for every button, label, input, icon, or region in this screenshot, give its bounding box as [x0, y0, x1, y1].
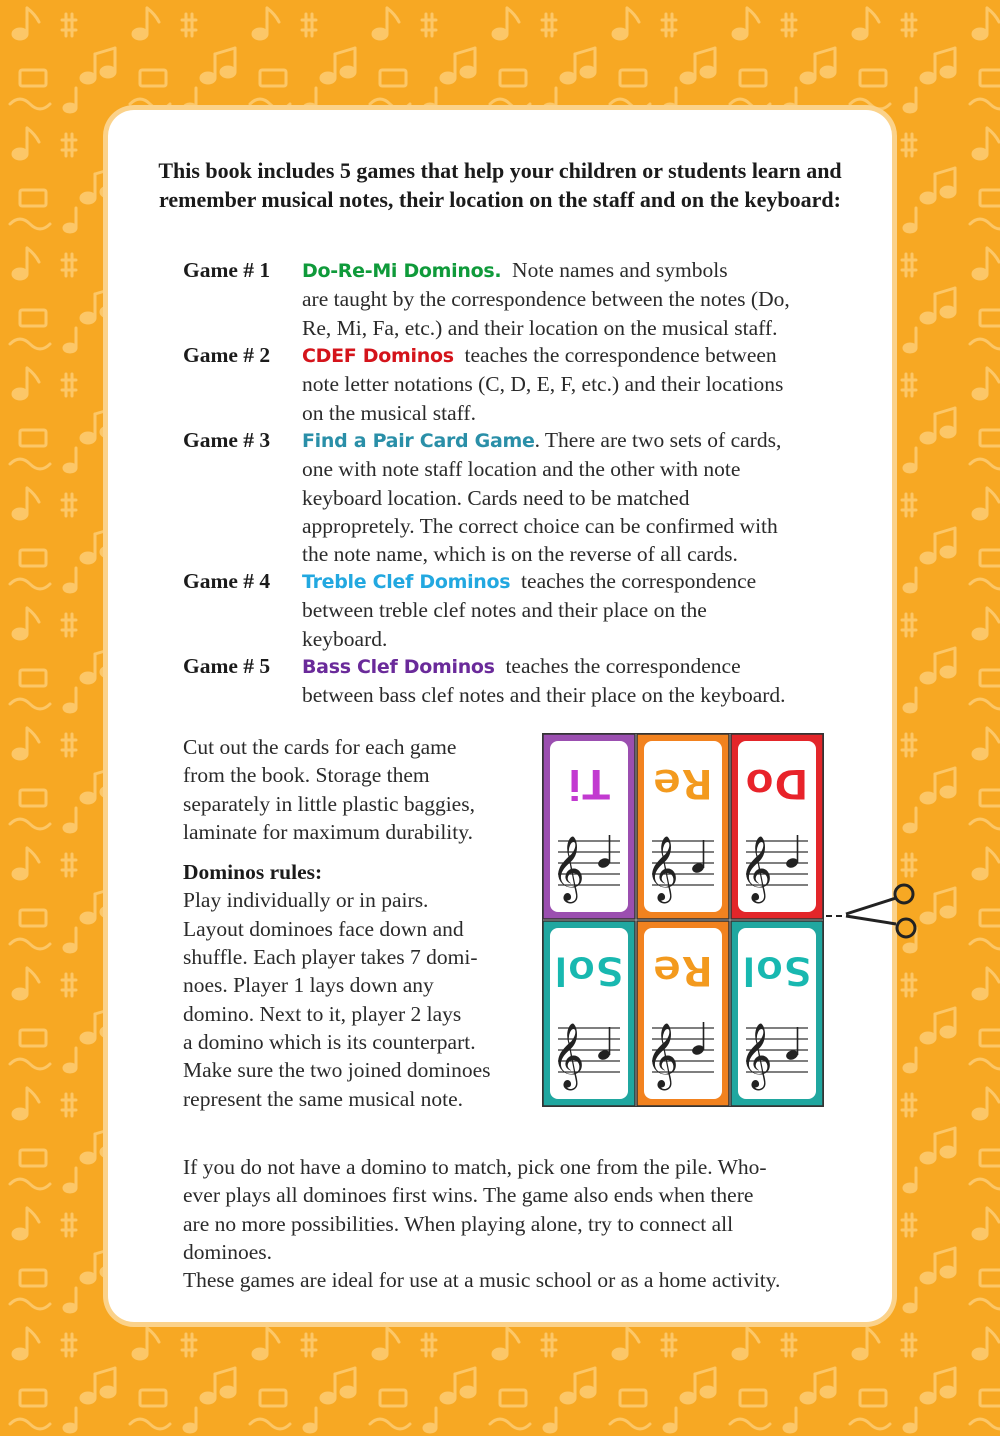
game-2-line-2: note letter notations (C, D, E, F, etc.) and their locations — [302, 372, 784, 397]
closing-line-5: These games are ideal for use at a music school or as a home activity. — [183, 1268, 781, 1293]
game-2-label: Game # 2 — [183, 343, 271, 367]
instructions-column — [183, 733, 528, 1113]
domino-syllable: Sol — [742, 947, 812, 993]
game-5-line-2: between bass clef notes and their place on the keyboard. — [302, 683, 786, 708]
closing-line-1: If you do not have a domino to match, pick one from the pile. Who- — [183, 1155, 767, 1179]
treble-clef-icon: 𝄞 — [739, 836, 773, 901]
treble-clef-icon: 𝄞 — [551, 836, 585, 901]
domino-syllable: Re — [652, 759, 714, 809]
game-3-body — [302, 426, 847, 568]
game-5-label: Game # 5 — [183, 654, 271, 678]
rules-line-5: domino. Next to it, player 2 lays — [183, 1001, 462, 1026]
game-4-title: Treble Clef Dominos — [302, 571, 511, 593]
game-3-title: Find a Pair Card Game — [302, 430, 535, 452]
game-4-line-2: between treble clef notes and their place on the — [302, 598, 707, 623]
rules-line-8: represent the same musical note. — [183, 1086, 463, 1111]
game-3-line-4: appropretely. The correct choice can be confirmed with — [302, 513, 778, 538]
game-5-body — [302, 652, 847, 710]
storage-line-3: separately in little plastic baggies, — [183, 791, 475, 816]
game-1-label: Game # 1 — [183, 258, 271, 282]
game-4-body — [302, 567, 847, 653]
game-3-line-5: the note name, which is on the reverse of all cards. — [302, 542, 738, 567]
storage-line-4: laminate for maximum durability. — [183, 819, 473, 844]
game-3-line-3: keyboard location. Cards need to be matched — [302, 485, 690, 510]
storage-line-1: Cut out the cards for each game — [183, 735, 457, 759]
rules-title: Dominos rules: — [183, 860, 323, 885]
domino-syllable: Re — [652, 946, 714, 996]
storage-line-2: from the book. Storage them — [183, 763, 430, 788]
treble-clef-icon: 𝄞 — [645, 836, 679, 901]
domino-card — [543, 734, 635, 919]
game-1-line-1: Note names and symbols — [512, 258, 728, 282]
game-4-label: Game # 4 — [183, 569, 271, 593]
domino-card — [731, 734, 823, 919]
game-2-line-1: teaches the correspondence between — [464, 343, 777, 367]
treble-clef-icon: 𝄞 — [645, 1023, 679, 1088]
game-1-line-2: are taught by the correspondence between the notes (Do, — [302, 287, 790, 312]
scissors-icon — [826, 880, 922, 942]
game-5-title: Bass Clef Dominos — [302, 656, 495, 678]
closing-line-3: are no more possibilities. When playing alone, try to connect all — [183, 1211, 734, 1236]
domino-syllable: Ti — [567, 759, 611, 809]
rules-line-3: shuffle. Each player takes 7 domi- — [183, 945, 478, 970]
domino-card — [637, 734, 729, 919]
intro-text: This book includes 5 games that help your children or students learn and remember musical notes, their location on the staff and on the keyboard: — [158, 158, 842, 212]
game-4-line-3: keyboard. — [302, 626, 388, 651]
game-1-body — [302, 256, 847, 342]
domino-card — [543, 921, 635, 1106]
game-2-title: CDEF Dominos — [302, 345, 454, 367]
treble-clef-icon: 𝄞 — [739, 1023, 773, 1088]
domino-syllable: Sol — [554, 947, 624, 993]
game-2-line-3: on the musical staff. — [302, 400, 476, 425]
game-3-line-1: . There are two sets of cards, — [534, 428, 782, 452]
domino-cards-illustration — [542, 733, 824, 1107]
game-2-body — [302, 341, 847, 427]
game-1-line-3: Re, Mi, Fa, etc.) and their location on the musical staff. — [302, 315, 778, 340]
closing-line-4: dominoes. — [183, 1239, 272, 1264]
rules-line-4: noes. Player 1 lays down any — [183, 973, 434, 998]
game-3-label: Game # 3 — [183, 428, 271, 452]
closing-text — [183, 1153, 848, 1294]
domino-syllable: Do — [745, 759, 809, 809]
domino-card — [731, 921, 823, 1106]
game-5-line-1: teaches the correspondence — [505, 654, 741, 678]
closing-line-2: ever plays all dominoes first wins. The game also ends when there — [183, 1183, 754, 1208]
treble-clef-icon: 𝄞 — [551, 1023, 585, 1088]
game-4-line-1: teaches the correspondence — [521, 569, 757, 593]
rules-line-2: Layout dominoes face down and — [183, 916, 464, 941]
rules-line-6: a domino which is its counterpart. — [183, 1029, 476, 1054]
game-1-title: Do-Re-Mi Dominos. — [302, 260, 502, 282]
rules-line-7: Make sure the two joined dominoes — [183, 1058, 491, 1083]
game-3-line-2: one with note staff location and the other with note — [302, 457, 741, 482]
rules-line-1: Play individually or in pairs. — [183, 888, 429, 913]
domino-card — [637, 921, 729, 1106]
